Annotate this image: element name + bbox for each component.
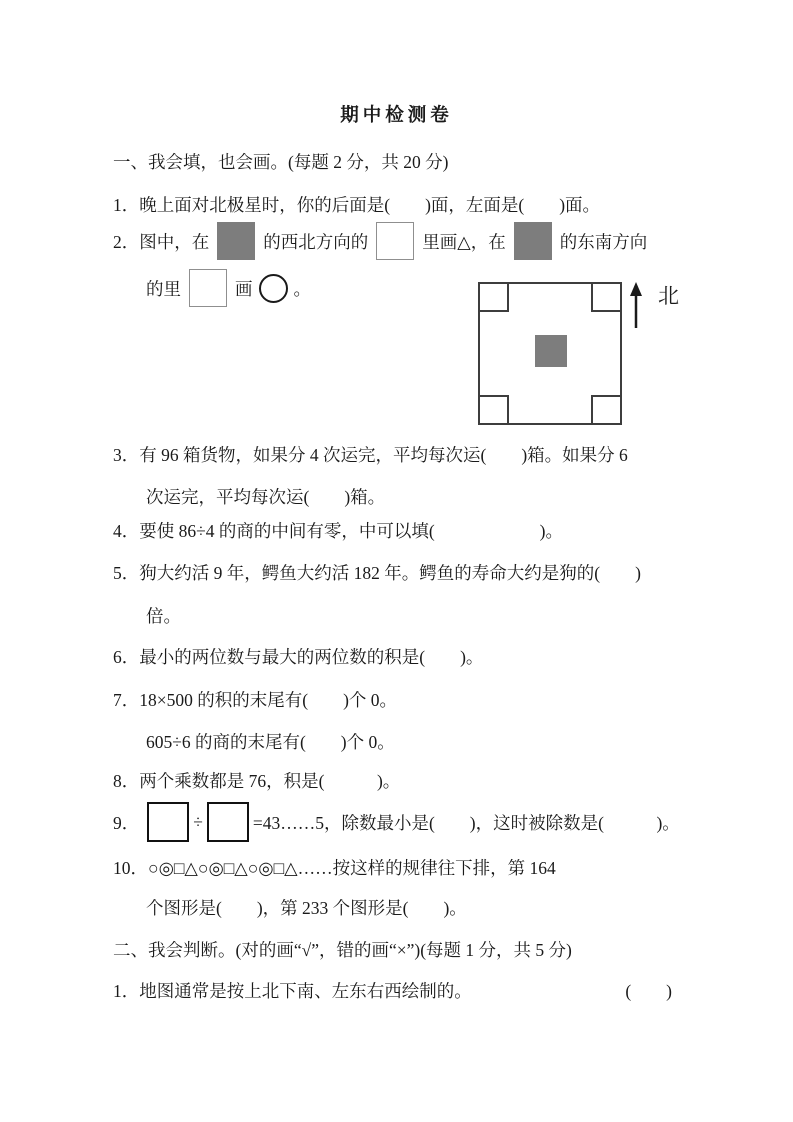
north-label: 北 <box>658 284 679 308</box>
question-5-line-2: 倍。 <box>146 606 181 626</box>
section-1-heading: 一、我会填，也会画。(每题 2 分，共 20 分) <box>113 152 449 172</box>
north-indicator <box>626 282 696 330</box>
question-7-line-1: 7．18×500 的积的末尾有( )个 0。 <box>113 690 398 710</box>
map-corner-square-northwest <box>478 282 509 312</box>
map-corner-square-northeast <box>591 282 622 312</box>
north-arrow-icon <box>626 282 650 330</box>
question-2-text-f: 画 <box>235 278 253 299</box>
map-center-filled-square <box>535 335 567 367</box>
question-2-text-g: 。 <box>293 278 311 299</box>
question-1: 1．晚上面对北极星时，你的后面是( )面，左面是( )面。 <box>113 195 601 215</box>
question-3-line-2: 次运完，平均每次运( )箱。 <box>146 487 386 507</box>
question-9-number: 9． <box>113 812 140 833</box>
question-2-text-b: 的西北方向的 <box>263 231 369 252</box>
map-corner-square-southeast <box>591 395 622 425</box>
question-9 <box>113 798 680 846</box>
dividend-box <box>147 802 189 842</box>
question-2-text-a: 2．图中，在 <box>113 231 210 252</box>
question-9-text: =43……5，除数最小是( )，这时被除数是( )。 <box>252 812 680 833</box>
question-7-line-2: 605÷6 的商的末尾有( )个 0。 <box>146 732 395 752</box>
question-8: 8．两个乘数都是 76，积是( )。 <box>113 771 401 791</box>
blank-circle-shape <box>259 274 288 303</box>
question-3-line-1: 3．有 96 箱货物，如果分 4 次运完，平均每次运( )箱。如果分 6 <box>113 445 628 465</box>
blank-square-shape <box>189 269 227 307</box>
question-10-line-2: 个图形是( )，第 233 个图形是( )。 <box>146 898 467 918</box>
answer-bracket: ( ) <box>625 981 672 1001</box>
division-sign: ÷ <box>193 811 203 832</box>
question-4: 4．要使 86÷4 的商的中间有零，中可以填( )。 <box>113 521 564 541</box>
filled-square-shape <box>514 222 552 260</box>
map-corner-square-southwest <box>478 395 509 425</box>
section-2-question-1-text: 1．地图通常是按上北下南、左东右西绘制的。 <box>113 981 472 1001</box>
question-2-text-e: 的里 <box>146 278 181 299</box>
question-6: 6．最小的两位数与最大的两位数的积是( )。 <box>113 647 484 667</box>
question-5-line-1: 5．狗大约活 9 年，鳄鱼大约活 182 年。鳄鱼的寿命大约是狗的( ) <box>113 563 641 583</box>
page-title: 期中检测卷 <box>340 104 453 125</box>
section-2-question-1 <box>113 978 682 1004</box>
filled-square-shape <box>217 222 255 260</box>
question-2-text-d: 的东南方向 <box>559 231 648 252</box>
divisor-box <box>207 802 249 842</box>
question-2-text-c: 里画△，在 <box>422 231 506 252</box>
section-2-heading: 二、我会判断。(对的画“√”，错的画“×”)(每题 1 分，共 5 分) <box>113 940 572 960</box>
question-10-line-1: 10．○◎□△○◎□△○◎□△……按这样的规律往下排，第 164 <box>113 858 556 878</box>
blank-square-shape <box>376 222 414 260</box>
direction-map-diagram <box>478 282 679 425</box>
question-2-line-2 <box>146 260 311 316</box>
